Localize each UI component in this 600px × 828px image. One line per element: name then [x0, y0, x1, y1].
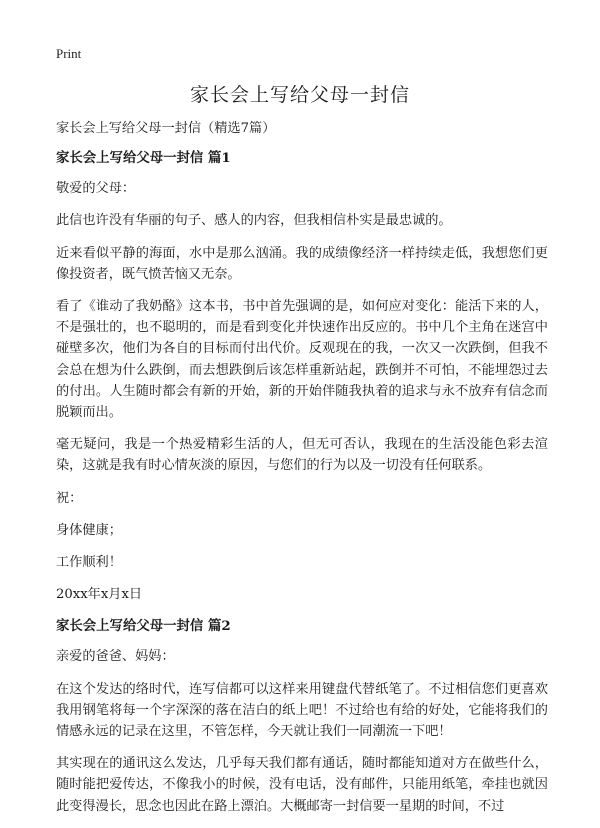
- section-1-paragraph-1: 此信也许没有华丽的句子、感人的内容，但我相信朴实是最忠诚的。: [56, 213, 452, 229]
- section-1-paragraph-4: 毫无疑问，我是一个热爱精彩生活的人，但无可否认，我现在的生活没能色彩去渲染，这就是我有时心情灰淡的原因，与您们的行为以及一切没有任何联系。: [56, 437, 548, 474]
- document-title: 家长会上写给父母一封信: [189, 84, 410, 106]
- print-label: Print: [56, 46, 82, 61]
- document-subtitle: 家长会上写给父母一封信（精选7篇）: [56, 121, 276, 136]
- section-2-paragraph-1: 在这个发达的络时代，连写信都可以这样来用键盘代替纸笔了。不过相信您们更喜欢我用钢笔将每一个字深深的落在洁白的纸上吧！不过给也有给的好处，它能将我们的情感永远的记录在这里，不管怎样，今天就让我们一同潮流一下吧！: [56, 681, 548, 740]
- section-1-heading: 家长会上写给父母一封信 篇1: [56, 150, 231, 167]
- section-1-closing-wish: 祝：: [56, 490, 83, 506]
- document-body: [56, 118, 548, 828]
- section-2-paragraph-2: 其实现在的通讯这么发达，几乎每天我们都有通话，随时都能知道对方在做些什么，随时能把爱传达，不像我小的时候，没有电话，没有邮件，只能用纸笔，牵挂也就因此变得漫长，思念也因此在路上漂泊。大概邮寄一封信要一星期的时间，不过: [56, 756, 548, 814]
- section-2-salutation: 亲爱的爸爸、妈妈：: [56, 649, 175, 665]
- section-1-paragraph-2: 近来看似平静的海面，水中是那么汹涌。我的成绩像经济一样持续走低，我想您们更像投资者，既气愤苦恼又无奈。: [56, 245, 548, 282]
- section-1-date: 20xx年x月x日: [56, 587, 143, 603]
- section-2-heading: 家长会上写给父母一封信 篇2: [56, 618, 231, 635]
- section-1-closing-health: 身体健康；: [56, 522, 122, 538]
- section-1-closing-work: 工作顺利！: [56, 555, 122, 571]
- section-1-salutation: 敬爱的父母：: [56, 181, 136, 197]
- section-1-paragraph-3: 看了《谁动了我奶酪》这本书，书中首先强调的是，如何应对变化：能活下来的人，不是强壮的，也不聪明的，而是看到变化并快速作出反应的。书中几个主角在迷宫中碰壁多次，他们为各自的目标而付出代价。反观现在的我，一次又一次跌倒，但我不会总在想为什么跌倒，而去想跌倒后该怎样重新站起，跌倒并不可怕，不能埋怨过去的付出。人生随时都会有新的开始，新的开始伴随我执着的追求与永不放弃有信念而脱颖而出。: [56, 299, 548, 421]
